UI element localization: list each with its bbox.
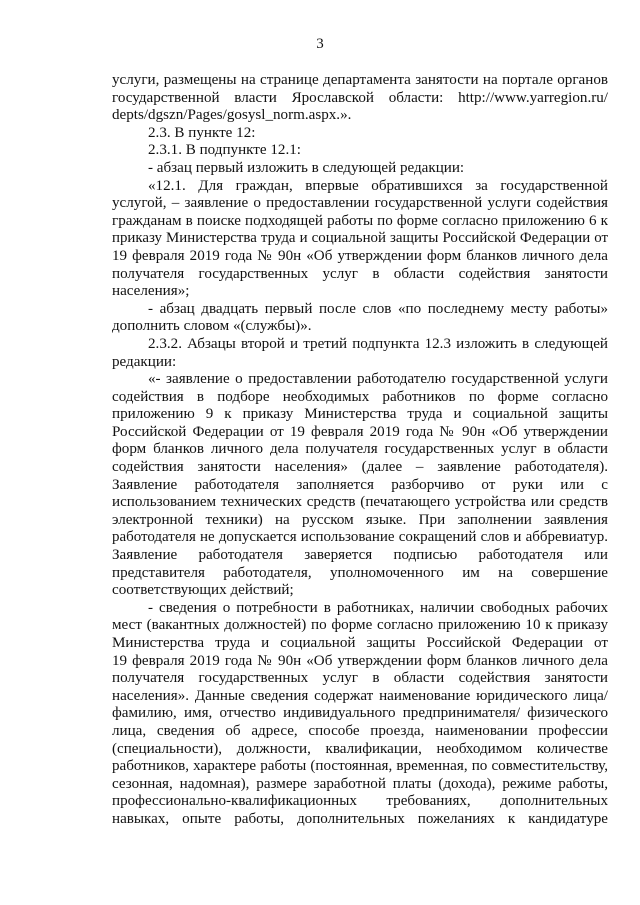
text-line: (специальности), должности, квалификации, необходимом количестве — [112, 740, 608, 757]
text-line: Российской Федерации от 19 февраля 2019 года № 90н «Об утверждении — [112, 423, 608, 440]
text-line: использованием технических средств (печатающего устройства или средств — [112, 494, 608, 511]
text-line: фамилию, имя, отчество индивидуального предпринимателя/ физического — [112, 705, 608, 722]
text-line: приложению 9 к приказу Министерства труда и социальной защиты — [112, 406, 608, 423]
text-line: гражданам в поиске подходящей работы по форме согласно приложению 6 к — [112, 212, 608, 229]
text-line: - абзац двадцать первый после слов «по последнему месту работы» — [148, 300, 608, 317]
text-line: соответствующих действий; — [112, 582, 294, 599]
text-line: населения»; — [112, 283, 190, 300]
text-line: населения». Данные сведения содержат наименование юридического лица/ — [112, 687, 608, 704]
text-line: лица, сведения об адресе, способе проезда, наименовании профессии — [112, 722, 608, 739]
text-line: «12.1. Для граждан, впервые обратившихся за государственной — [148, 177, 608, 194]
text-line: - абзац первый изложить в следующей редакции: — [148, 159, 465, 176]
page-number: 3 — [316, 36, 324, 52]
text-line: услуги, размещены на странице департамента занятости на портале органов — [112, 72, 608, 88]
text-line: работников, характере работы (постоянная, временная, по совместительству, — [112, 758, 608, 775]
text-line: государственной власти Ярославской области: http://www.yarregion.ru/ — [112, 89, 608, 106]
text-line: 19 февраля 2019 года № 90н «Об утверждении форм бланков личного дела — [112, 652, 608, 669]
text-line: 2.3.2. Абзацы второй и третий подпункта 12.3 изложить в следующей — [148, 335, 608, 352]
text-line: сезонная, надомная), размере заработной платы (дохода), режиме работы, — [112, 775, 608, 792]
text-line: получателя государственных услуг в области содействия занятости — [112, 670, 608, 687]
text-line: редакции: — [112, 353, 177, 370]
text-line: услугой, – заявление о предоставлении государственной услуги содействия — [112, 195, 608, 212]
text-line: - сведения о потребности в работниках, наличии свободных рабочих — [148, 599, 608, 616]
text-line: электронной техники) на русском языке. При заполнении заявления — [112, 511, 608, 528]
text-line: работодателя не допускается использование сокращений слов и аббревиатур. — [112, 529, 608, 546]
text-line: профессионально-квалификационных требованиях, дополнительных — [112, 793, 608, 810]
text-line: представителя работодателя, уполномоченного им на совершение — [112, 564, 608, 581]
document-body — [112, 72, 608, 829]
text-line: дополнить словом «(службы)». — [112, 318, 312, 335]
text-line: «- заявление о предоставлении работодателю государственной услуги — [148, 371, 608, 388]
text-line: содействия в подборе необходимых работников по форме согласно — [112, 388, 608, 405]
text-line: получателя государственных услуг в области содействия занятости — [112, 265, 608, 282]
text-line: Министерства труда и социальной защиты Российской Федерации от — [112, 635, 608, 651]
text-line: Заявление работодателя заполняется разборчиво от руки или с — [112, 476, 608, 493]
text-line: мест (вакантных должностей) по форме согласно приложению 10 к приказу — [112, 617, 608, 634]
text-line: содействия занятости населения» (далее – заявление работодателя). — [112, 459, 608, 476]
text-line: форм бланков личного дела получателя государственных услуг в области — [112, 441, 608, 458]
text-line: навыках, опыте работы, дополнительных пожеланиях к кандидатуре — [112, 810, 608, 827]
text-line: depts/dgszn/Pages/gosysl_norm.aspx.». — [112, 107, 352, 124]
text-line: 2.3.1. В подпункте 12.1: — [148, 142, 301, 159]
text-line: 19 февраля 2019 года № 90н «Об утверждении форм бланков личного дела — [112, 247, 608, 264]
text-line: Заявление работодателя заверяется подписью работодателя или — [112, 547, 608, 564]
text-line: приказу Министерства труда и социальной защиты Российской Федерации от — [112, 230, 608, 247]
text-line: 2.3. В пункте 12: — [148, 124, 256, 141]
